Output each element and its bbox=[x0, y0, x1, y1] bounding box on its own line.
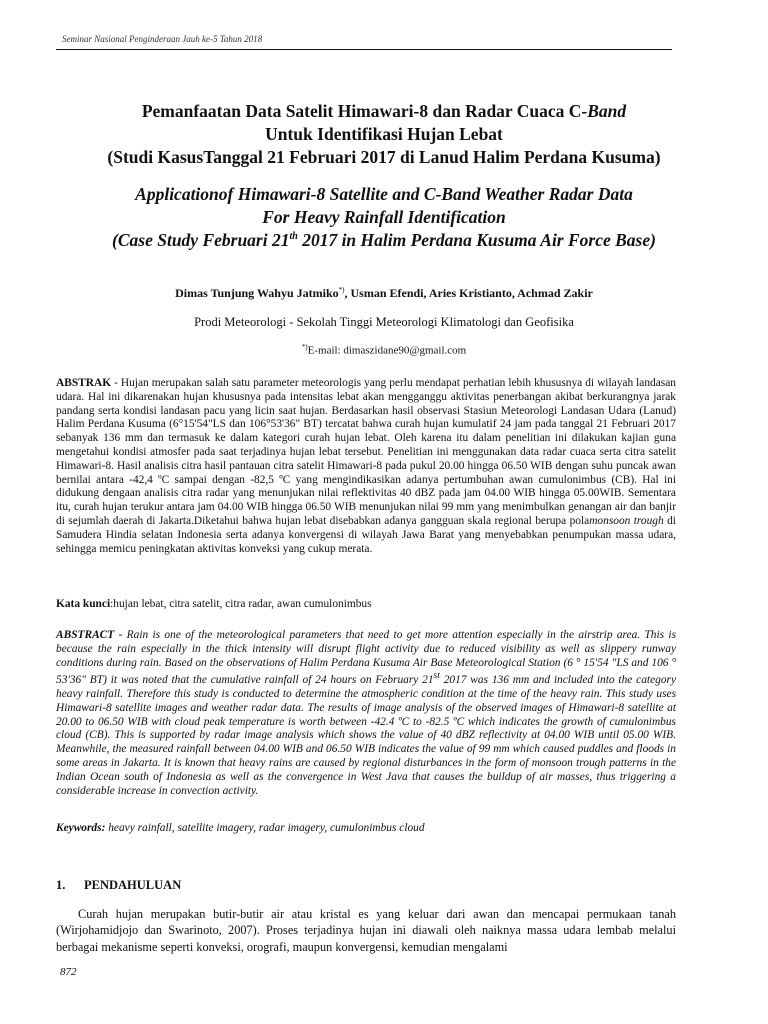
title-english bbox=[40, 183, 728, 252]
title-id-line-1-main: Pemanfaatan Data Satelit Himawari-8 dan Radar Cuaca C- bbox=[141, 101, 588, 121]
affiliation: Prodi Meteorologi - Sekolah Tinggi Meteorologi Klimatologi dan Geofisika bbox=[194, 315, 574, 329]
page-number: 872 bbox=[60, 966, 77, 978]
kata-kunci-label: Kata kunci bbox=[56, 598, 111, 610]
title-indonesian bbox=[40, 100, 728, 169]
title-id-line-1-italic: Band bbox=[587, 101, 627, 121]
abstract-text-b: 2017 was 136 mm and included into the category heavy rainfall. Therefore this study is conducted to determine the atmospheric condition at the time of the heavy rain. This study uses Himawari-8 satellite images and weather radar data. The results of image analysis of the observed images of Himawari-8 satellite at 20.00 to 06.50 WIB with cloud peak temperature is worth between -42.4 ºC to -82.5 ºC which indicates the growth of cumulonimbus cloud (CB). This is supported by radar image analysis which shows the value of 40 dBZ reflectivity at 04.00 WIB until 05.00 WIB. Meanwhile, the measured rainfall between 04.00 WIB and 06.50 WIB indicates the value of 99 mm which caused puddles and floods in some areas in Jakarta. It is known that heavy rains are caused by regional disturbances in the form of monsoon trough patterns in the Indian Ocean south of Indonesia as well as the convergence in West Java that causes the buildup of air masses, thus triggering a considerable increase in convection activity. bbox=[56, 674, 676, 797]
title-id-line-1 bbox=[40, 100, 728, 123]
abstrak-italic-term: monsoon trough bbox=[589, 514, 664, 527]
abstract-superscript: st bbox=[433, 671, 440, 682]
abstrak-label: ABSTRAK bbox=[56, 377, 112, 389]
title-en-line-2: For Heavy Rainfall Identification bbox=[262, 207, 506, 227]
keywords bbox=[56, 822, 676, 836]
title-en-line-3-b: 2017 in Halim Perdana Kusuma Air Force Base) bbox=[297, 230, 656, 250]
section-number: 1. bbox=[56, 878, 66, 892]
abstract-text-a: - Rain is one of the meteorological parameters that need to get more attention especially in the airstrip area. This is because the rain especially in the thick intensity will disrupt flight activity due to reduced visibility as well as slippery runway conditions during rain. Based on the observations of Halim Perdana Kusuma Air Base Meteorological Station (6 ° 15'54 "LS and 106 ° 53'36" BT) it was noted that the cumulative rainfall of 24 hours on February 21 bbox=[56, 629, 676, 687]
corresponding-mark: *) bbox=[338, 286, 345, 294]
author-list bbox=[40, 286, 728, 301]
running-head: Seminar Nasional Penginderaan Jauh ke-5 Tahun 2018 bbox=[62, 34, 263, 44]
title-en-line-3-a: (Case Study Februari 21 bbox=[112, 230, 290, 250]
abstract-paragraph bbox=[56, 629, 676, 798]
abstrak-text-a: - Hujan merupakan salah satu parameter meteorologis yang perlu mendapat perhatian lebih khususnya di wilayah landasan udara. Hal ini dikarenakan hujan khususnya pada intensitas lebat akan mengganggu aktivitas penerbangan akibat berkurangnya jarak pandang serta kondisi landasan pacu yang licin saat hujan. Berdasarkan hasil observasi Stasiun Meteorologi Landasan Udara (Lanud) Halim Perdana Kusuma (6°15'54"LS dan 106°53'36" BT) tercatat bahwa curah hujan kumulatif 24 jam pada tanggal 21 Februari 2017 sebanyak 136 mm dan termasuk ke dalam kategori curah hujan lebat. Oleh karena itu dalam penelitian ini dilakukan kajian guna mengetahui kondisi atmosfer pada saat terjadinya hujan lebat tersebut. Penelitian ini menggunakan data radar cuaca serta citra satelit Himawari-8. Hasil analisis citra hasil pantauan citra satelit Himawari-8 pada pukul 20.00 hingga 06.50 WIB dengan suhu puncak awan bernilai antara -42,4 ºC sampai dengan -82,5 ºC yang mengindikasikan adanya pertumbuhan awan cumulonimbus (CB). Hal ini didukung dengaan analisis citra radar yang menunjukan nilai reflektivitas 40 dBZ pada jam 04.00 WIB hingga 05.00WIB. Sementara itu, curah hujan terukur antara jam 04.00 WIB hingga 06.50 WIB menunjukan nilai 99 mm yang menimbulkan genangan air dan banjir di sejumlah daerah di Jakarta.Diketahui bahwa hujan lebat disebabkan adanya gangguan skala regional berupa pola bbox=[56, 377, 676, 527]
section-1-paragraph: Curah hujan merupakan butir-butir air atau kristal es yang keluar dari awan dan mencapai permukaan tanah (Wirjohamidjojo dan Swarinoto, 2007). Proses terjadinya hujan ini diawali oleh naiknya massa udara lembab melalui berbagai mekanisme seperti konveksi, orografi, maupun konvergensi, kemudian mengalami bbox=[56, 907, 676, 954]
title-en-line-1: Applicationof Himawari-8 Satellite and C-Band Weather Radar Data bbox=[135, 184, 633, 204]
email-mark: *) bbox=[301, 343, 308, 351]
first-author: Dimas Tunjung Wahyu Jatmiko bbox=[175, 286, 339, 300]
kata-kunci bbox=[56, 598, 676, 612]
section-heading-1 bbox=[56, 878, 181, 893]
keywords-text: heavy rainfall, satellite imagery, radar imagery, cumulonimbus cloud bbox=[105, 822, 425, 834]
title-id-line-3: (Studi KasusTanggal 21 Februari 2017 di Lanud Halim Perdana Kusuma) bbox=[107, 147, 661, 167]
abstrak-paragraph bbox=[56, 377, 676, 556]
title-en-line-3 bbox=[40, 229, 728, 252]
title-id-line-2: Untuk Identifikasi Hujan Lebat bbox=[265, 124, 503, 144]
title-en-superscript: th bbox=[289, 231, 298, 243]
other-authors: , Usman Efendi, Aries Kristianto, Achmad Zakir bbox=[344, 286, 593, 300]
email-address[interactable]: E-mail: dimaszidane90@gmail.com bbox=[307, 344, 467, 357]
email-line bbox=[40, 343, 728, 357]
abstract-label: ABSTRACT bbox=[56, 629, 115, 641]
abstrak-text-b: di Samudera Hindia selatan Indonesia serta adanya konvergensi di wilayah Jawa Barat yang menyebabkan penumpukan massa udara, sehingga memicu peningkatan aktivitas konveksi yang cukup merata. bbox=[56, 514, 676, 555]
kata-kunci-text: :hujan lebat, citra satelit, citra radar, awan cumulonimbus bbox=[110, 598, 372, 610]
section-title: PENDAHULUAN bbox=[84, 878, 182, 892]
header-rule bbox=[56, 49, 672, 50]
keywords-label: Keywords: bbox=[56, 822, 106, 834]
